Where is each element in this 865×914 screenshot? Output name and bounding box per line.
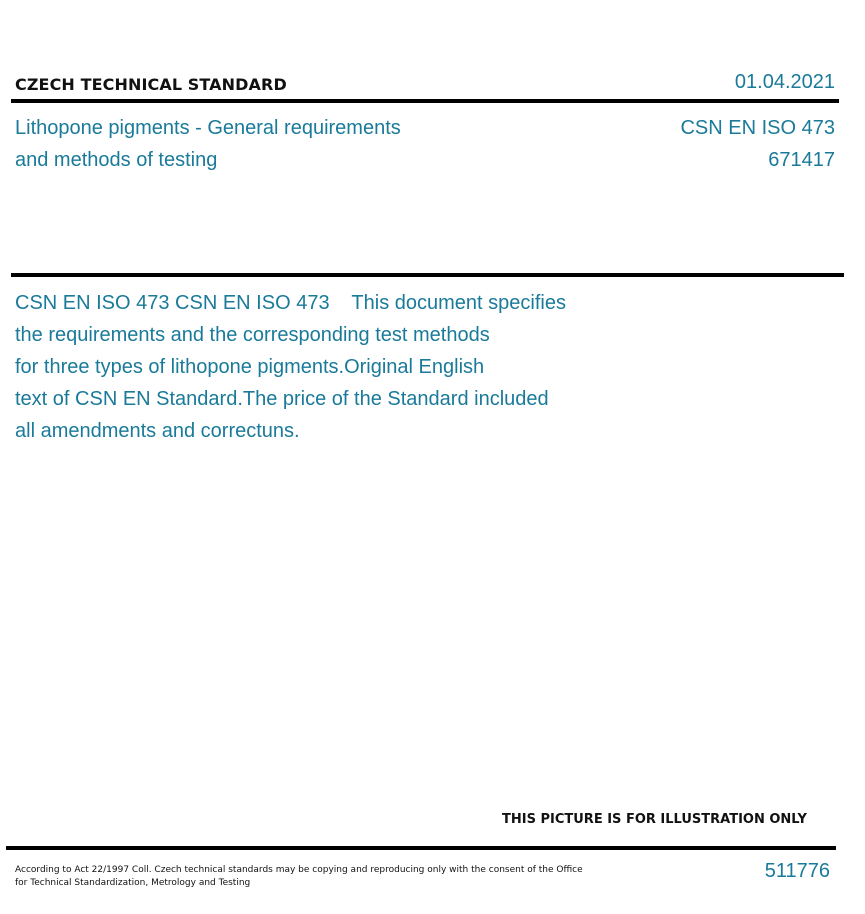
- bottom-divider: [6, 846, 836, 850]
- standard-code: CSN EN ISO 473: [680, 117, 835, 139]
- legal-notice-line-1: According to Act 22/1997 Coll. Czech technical standards may be copying and reproducing only with the consent of the Office: [15, 865, 583, 875]
- standard-identifier: [680, 112, 835, 176]
- document-type-heading: CZECH TECHNICAL STANDARD: [15, 75, 287, 94]
- description-line: the requirements and the corresponding test methods: [15, 324, 490, 346]
- description-line: text of CSN EN Standard.The price of the Standard included: [15, 388, 549, 410]
- description-line: CSN EN ISO 473 CSN EN ISO 473 This document specifies: [15, 292, 566, 314]
- standard-description: [15, 287, 615, 447]
- standard-title-line-1: Lithopone pigments - General requirements: [15, 117, 401, 139]
- illustration-notice: THIS PICTURE IS FOR ILLUSTRATION ONLY: [502, 812, 807, 827]
- standard-title-line-2: and methods of testing: [15, 149, 218, 171]
- middle-divider: [11, 273, 844, 277]
- legal-notice: [15, 864, 585, 890]
- legal-notice-line-2: for Technical Standardization, Metrology and Testing: [15, 878, 251, 888]
- top-divider: [11, 99, 839, 103]
- description-line: for three types of lithopone pigments.Original English: [15, 356, 485, 378]
- publication-date: 01.04.2021: [734, 71, 835, 93]
- description-line: all amendments and correctuns.: [15, 420, 300, 442]
- standard-title: [15, 112, 455, 176]
- classification-number: 671417: [768, 149, 835, 171]
- catalog-number: 511776: [764, 860, 830, 882]
